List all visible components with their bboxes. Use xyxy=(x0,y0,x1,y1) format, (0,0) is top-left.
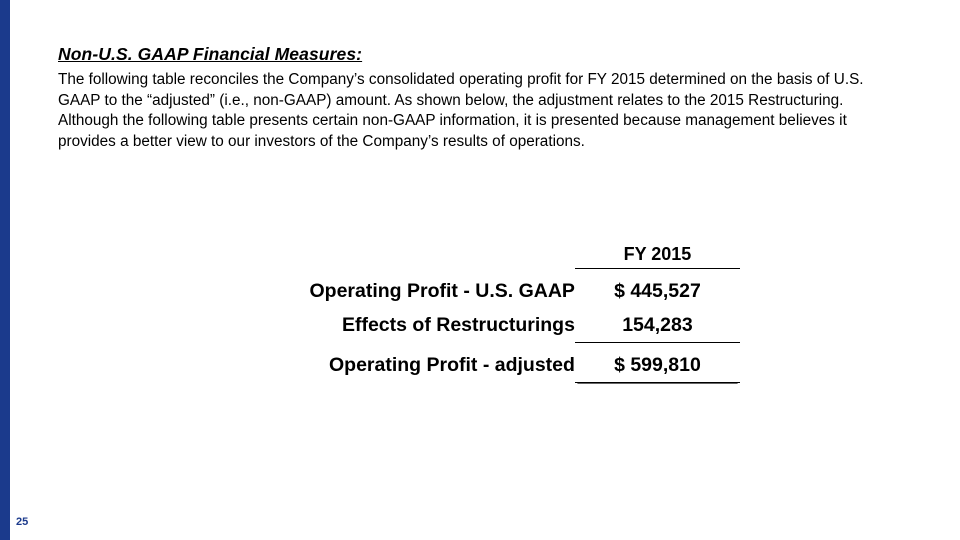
page-title: Non-U.S. GAAP Financial Measures: xyxy=(58,44,363,64)
row-value-effects-of-restructurings: 154,283 xyxy=(575,308,740,343)
table-row xyxy=(180,308,740,343)
body-paragraph: The following table reconciles the Company’s consolidated operating profit for FY 2015 determined on the basis of U.S. GAAP to the “adjusted” (i.e., non-GAAP) amount. As shown below, the adjustment relates to the 2015 Restructuring. Although the following table presents certain non-GAAP information, it is presented because management believes it provides a better view to our investors of the Company’s results of operations. xyxy=(58,71,864,150)
row-value-operating-profit-gaap: $ 445,527 xyxy=(614,279,701,302)
page-number: 25 xyxy=(16,516,29,528)
table-row xyxy=(180,348,740,383)
reconciliation-table xyxy=(180,234,740,383)
row-label-effects-of-restructurings: Effects of Restructurings xyxy=(341,314,575,336)
column-header-fy2015: FY 2015 xyxy=(575,234,740,268)
table-header-row xyxy=(180,234,740,268)
table-row xyxy=(180,274,740,308)
header-label-cell xyxy=(180,234,575,268)
row-label-operating-profit-gaap: Operating Profit - U.S. GAAP xyxy=(309,279,575,302)
row-label-operating-profit-adjusted: Operating Profit - adjusted xyxy=(328,354,575,376)
accent-bar xyxy=(0,0,10,540)
row-value-operating-profit-adjusted: $ 599,810 xyxy=(575,348,740,383)
